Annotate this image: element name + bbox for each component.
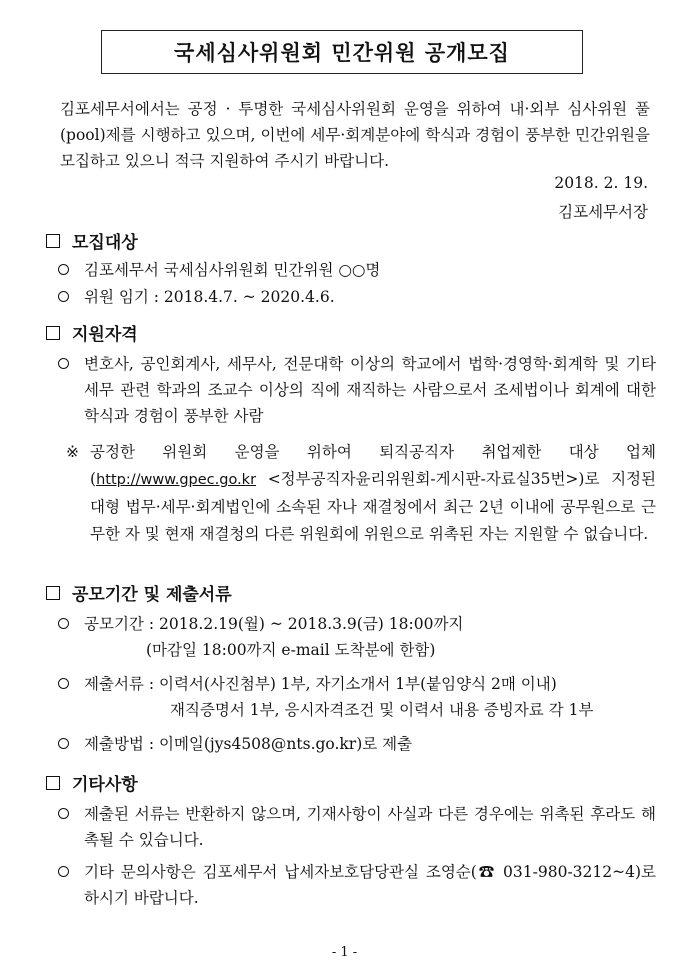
list-item: 제출된 서류는 반환하지 않으며, 기재사항이 사실과 다른 경우에는 위촉된 후라도 해촉될 수 있습니다. xyxy=(46,801,656,853)
section-title: 모집대상 xyxy=(72,233,138,253)
section-heading xyxy=(46,320,656,345)
intro-text: 김포세무서에서는 공정 · 투명한 국세심사위원회 운영을 위하여 내·외부 심사위원 풀(pool)제를 시행하고 있으며, 이번에 세무·회계분야에 학식과 경험이 풍부한 민간위원을 모집하고 있으니 적극 지원하여 주시기 바랍니다. xyxy=(60,100,650,170)
checkbox-square-icon xyxy=(46,776,60,790)
period-note: (마감일 18:00까지 e-mail 도착분에 한함) xyxy=(146,641,436,659)
qualification-note: ※ 공정한 위원회 운영을 위하여 퇴직공직자 취업제한 대상 업체 (http://www.gpec.go.kr <정부공직자윤리위원회-게시판-자료실35번>)로 지정된 대형 법무·세무·회계법인에 소속된 자나 재결청에서 최근 2년 이내에 공무원으로 근무한 자 및 현재 재결청의 다른 위원회에 위원으로 위촉된 자는 지원할 수 없습니다. xyxy=(46,439,656,548)
section-title: 공모기간 및 제출서류 xyxy=(72,585,232,605)
list-item-period: 공모기간 : 2018.2.19(월) ~ 2018.3.9(금) 18:00까지 xyxy=(46,611,656,637)
section-heading xyxy=(46,770,656,795)
section-title: 지원자격 xyxy=(72,325,138,345)
list-item: 위원 임기 : 2018.4.7. ~ 2020.4.6. xyxy=(46,284,656,310)
circle-bullet-icon xyxy=(58,618,69,629)
section-heading xyxy=(46,580,656,605)
circle-bullet-icon xyxy=(58,264,69,275)
section-title: 기타사항 xyxy=(72,775,138,795)
section-qualification xyxy=(46,320,656,548)
announcement-date: 2018. 2. 19. xyxy=(554,174,648,192)
circle-bullet-icon xyxy=(58,358,69,369)
list-item-docs: 제출서류 : 이력서(사진첨부) 1부, 자기소개서 1부(붙임양식 2매 이내) xyxy=(46,671,656,697)
checkbox-square-icon xyxy=(46,326,60,340)
intro-paragraph xyxy=(60,96,650,174)
document-title: 국세심사위원회 민간위원 공개모집 xyxy=(101,30,583,74)
list-item-method: 제출방법 : 이메일(jys4508@nts.go.kr)로 제출 xyxy=(46,731,656,757)
docs-note: 재직증명서 1부, 응시자격조건 및 이력서 내용 증빙자료 각 1부 xyxy=(170,701,594,719)
signer: 김포세무서장 xyxy=(558,203,648,221)
circle-bullet-icon xyxy=(58,866,69,877)
list-item: 변호사, 공인회계사, 세무사, 전문대학 이상의 학교에서 법학·경영학·회계학 및 기타 세무 관련 학과의 조교수 이상의 직에 재직하는 사람으로서 조세법이나 회계에 대한 학식과 경험이 풍부한 사람 xyxy=(46,351,656,429)
circle-bullet-icon xyxy=(58,738,69,749)
checkbox-square-icon xyxy=(46,586,60,600)
list-item: 김포세무서 국세심사위원회 민간위원 ○○명 xyxy=(46,257,656,283)
circle-bullet-icon xyxy=(58,291,69,302)
section-target xyxy=(46,228,656,310)
section-heading xyxy=(46,228,656,253)
section-etc xyxy=(46,770,656,911)
section-period xyxy=(46,580,656,757)
circle-bullet-icon xyxy=(58,678,69,689)
reference-mark: ※ xyxy=(66,443,79,461)
checkbox-square-icon xyxy=(46,234,60,248)
gpec-link[interactable]: http://www.gpec.go.kr xyxy=(96,472,257,488)
list-item: 기타 문의사항은 김포세무서 납세자보호담당관실 조영순(☎ 031-980-3212~4)로 하시기 바랍니다. xyxy=(46,859,656,911)
circle-bullet-icon xyxy=(58,808,69,819)
page-number: - 1 - xyxy=(331,945,358,960)
